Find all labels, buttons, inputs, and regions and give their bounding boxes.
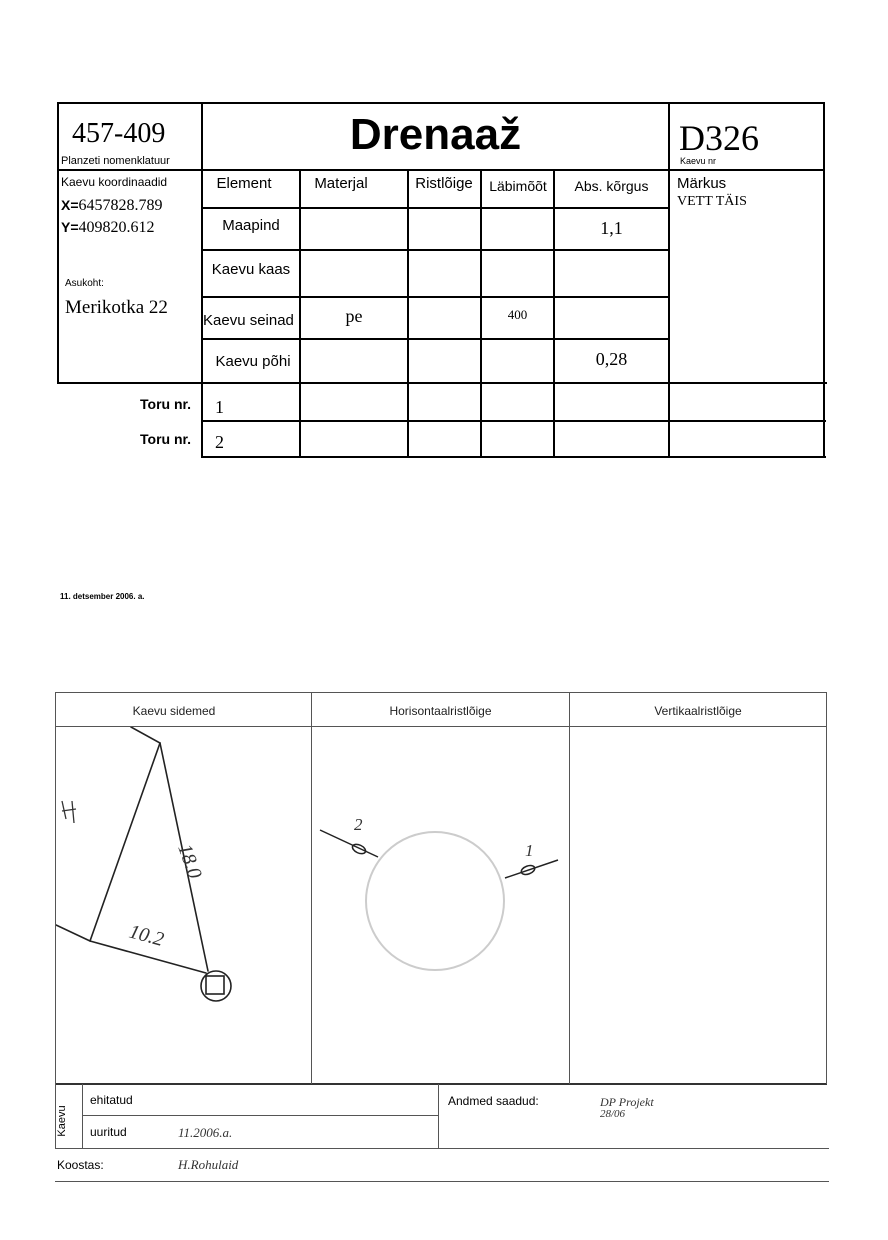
col-section: Ristlõige	[415, 175, 473, 192]
well-number: D326	[679, 118, 759, 158]
built-label: ehitatud	[90, 1093, 133, 1107]
tie-label-10: 10.2	[126, 920, 167, 951]
material-value: pe	[345, 306, 363, 326]
surveyed-value: 11.2006.a.	[178, 1125, 233, 1140]
pipe-1-line	[505, 860, 558, 878]
sketch-header-vertical: Vertikaalristlõige	[654, 704, 742, 718]
pipe-label: Toru nr.	[140, 431, 192, 447]
data-source-label: Andmed saadud:	[448, 1094, 539, 1108]
ties-sketch	[56, 727, 311, 1082]
sketch-header-ties: Kaevu sidemed	[132, 704, 216, 718]
location-label: Asukoht:	[65, 278, 104, 289]
x-label: X=	[61, 197, 79, 213]
y-value: 409820.612	[78, 219, 155, 236]
abs-height: 1,1	[600, 218, 623, 238]
pipe-number: 2	[215, 432, 224, 452]
tie-label-4: 4	[60, 808, 69, 825]
sketch-header-horizontal: Horisontaalristlõige	[389, 704, 492, 718]
vertical-section-area	[570, 727, 826, 1082]
data-source-value: DP Projekt	[600, 1095, 654, 1109]
planzet-number: 457-409	[72, 118, 166, 149]
abs-height: 0,28	[595, 349, 628, 369]
element-name: Kaevu põhi	[215, 353, 291, 370]
y-coordinate	[61, 219, 155, 237]
location-value: Merikotka 22	[65, 297, 168, 318]
pipe-number: 1	[215, 397, 224, 417]
pipe-1-label: 1	[525, 841, 534, 860]
x-coordinate	[61, 197, 163, 215]
col-material: Materjal	[314, 175, 368, 192]
col-diameter: Läbimõõt	[489, 178, 547, 194]
planzet-label: Planzeti nomenklatuur	[61, 155, 170, 167]
surveyed-label: uuritud	[90, 1125, 127, 1139]
pipe-2-line	[320, 830, 378, 857]
footer-side-label: Kaevu	[56, 1105, 68, 1137]
col-remark: Märkus	[677, 175, 727, 192]
remark-value: VETT TÄIS	[677, 194, 747, 209]
compiled-value: H.Rohulaid	[178, 1157, 239, 1172]
tie-label-18: 18.0	[173, 841, 206, 882]
element-name: Kaevu kaas	[211, 261, 291, 278]
card-title: Drenaaž	[349, 110, 522, 159]
pipe-label: Toru nr.	[140, 396, 192, 412]
y-label: Y=	[61, 219, 79, 235]
well-circle	[366, 832, 504, 970]
well-number-label: Kaevu nr	[680, 156, 717, 166]
element-name: Kaevu seinad	[203, 312, 294, 329]
document-date: 11. detsember 2006. a.	[60, 592, 145, 601]
well-square	[206, 976, 224, 994]
diameter-value: 400	[507, 307, 528, 322]
horizontal-section-sketch	[312, 727, 569, 1082]
data-source-date: 28/06	[600, 1108, 626, 1120]
pipe-2-label: 2	[354, 815, 363, 834]
x-value: 6457828.789	[78, 197, 163, 214]
coords-label: Kaevu koordinaadid	[61, 175, 168, 189]
ties-boundary-line	[56, 727, 160, 941]
col-element: Element	[216, 175, 272, 192]
col-height: Abs. kõrgus	[574, 178, 649, 194]
compiled-label: Koostas:	[57, 1158, 104, 1172]
element-name: Maapind	[222, 217, 280, 234]
